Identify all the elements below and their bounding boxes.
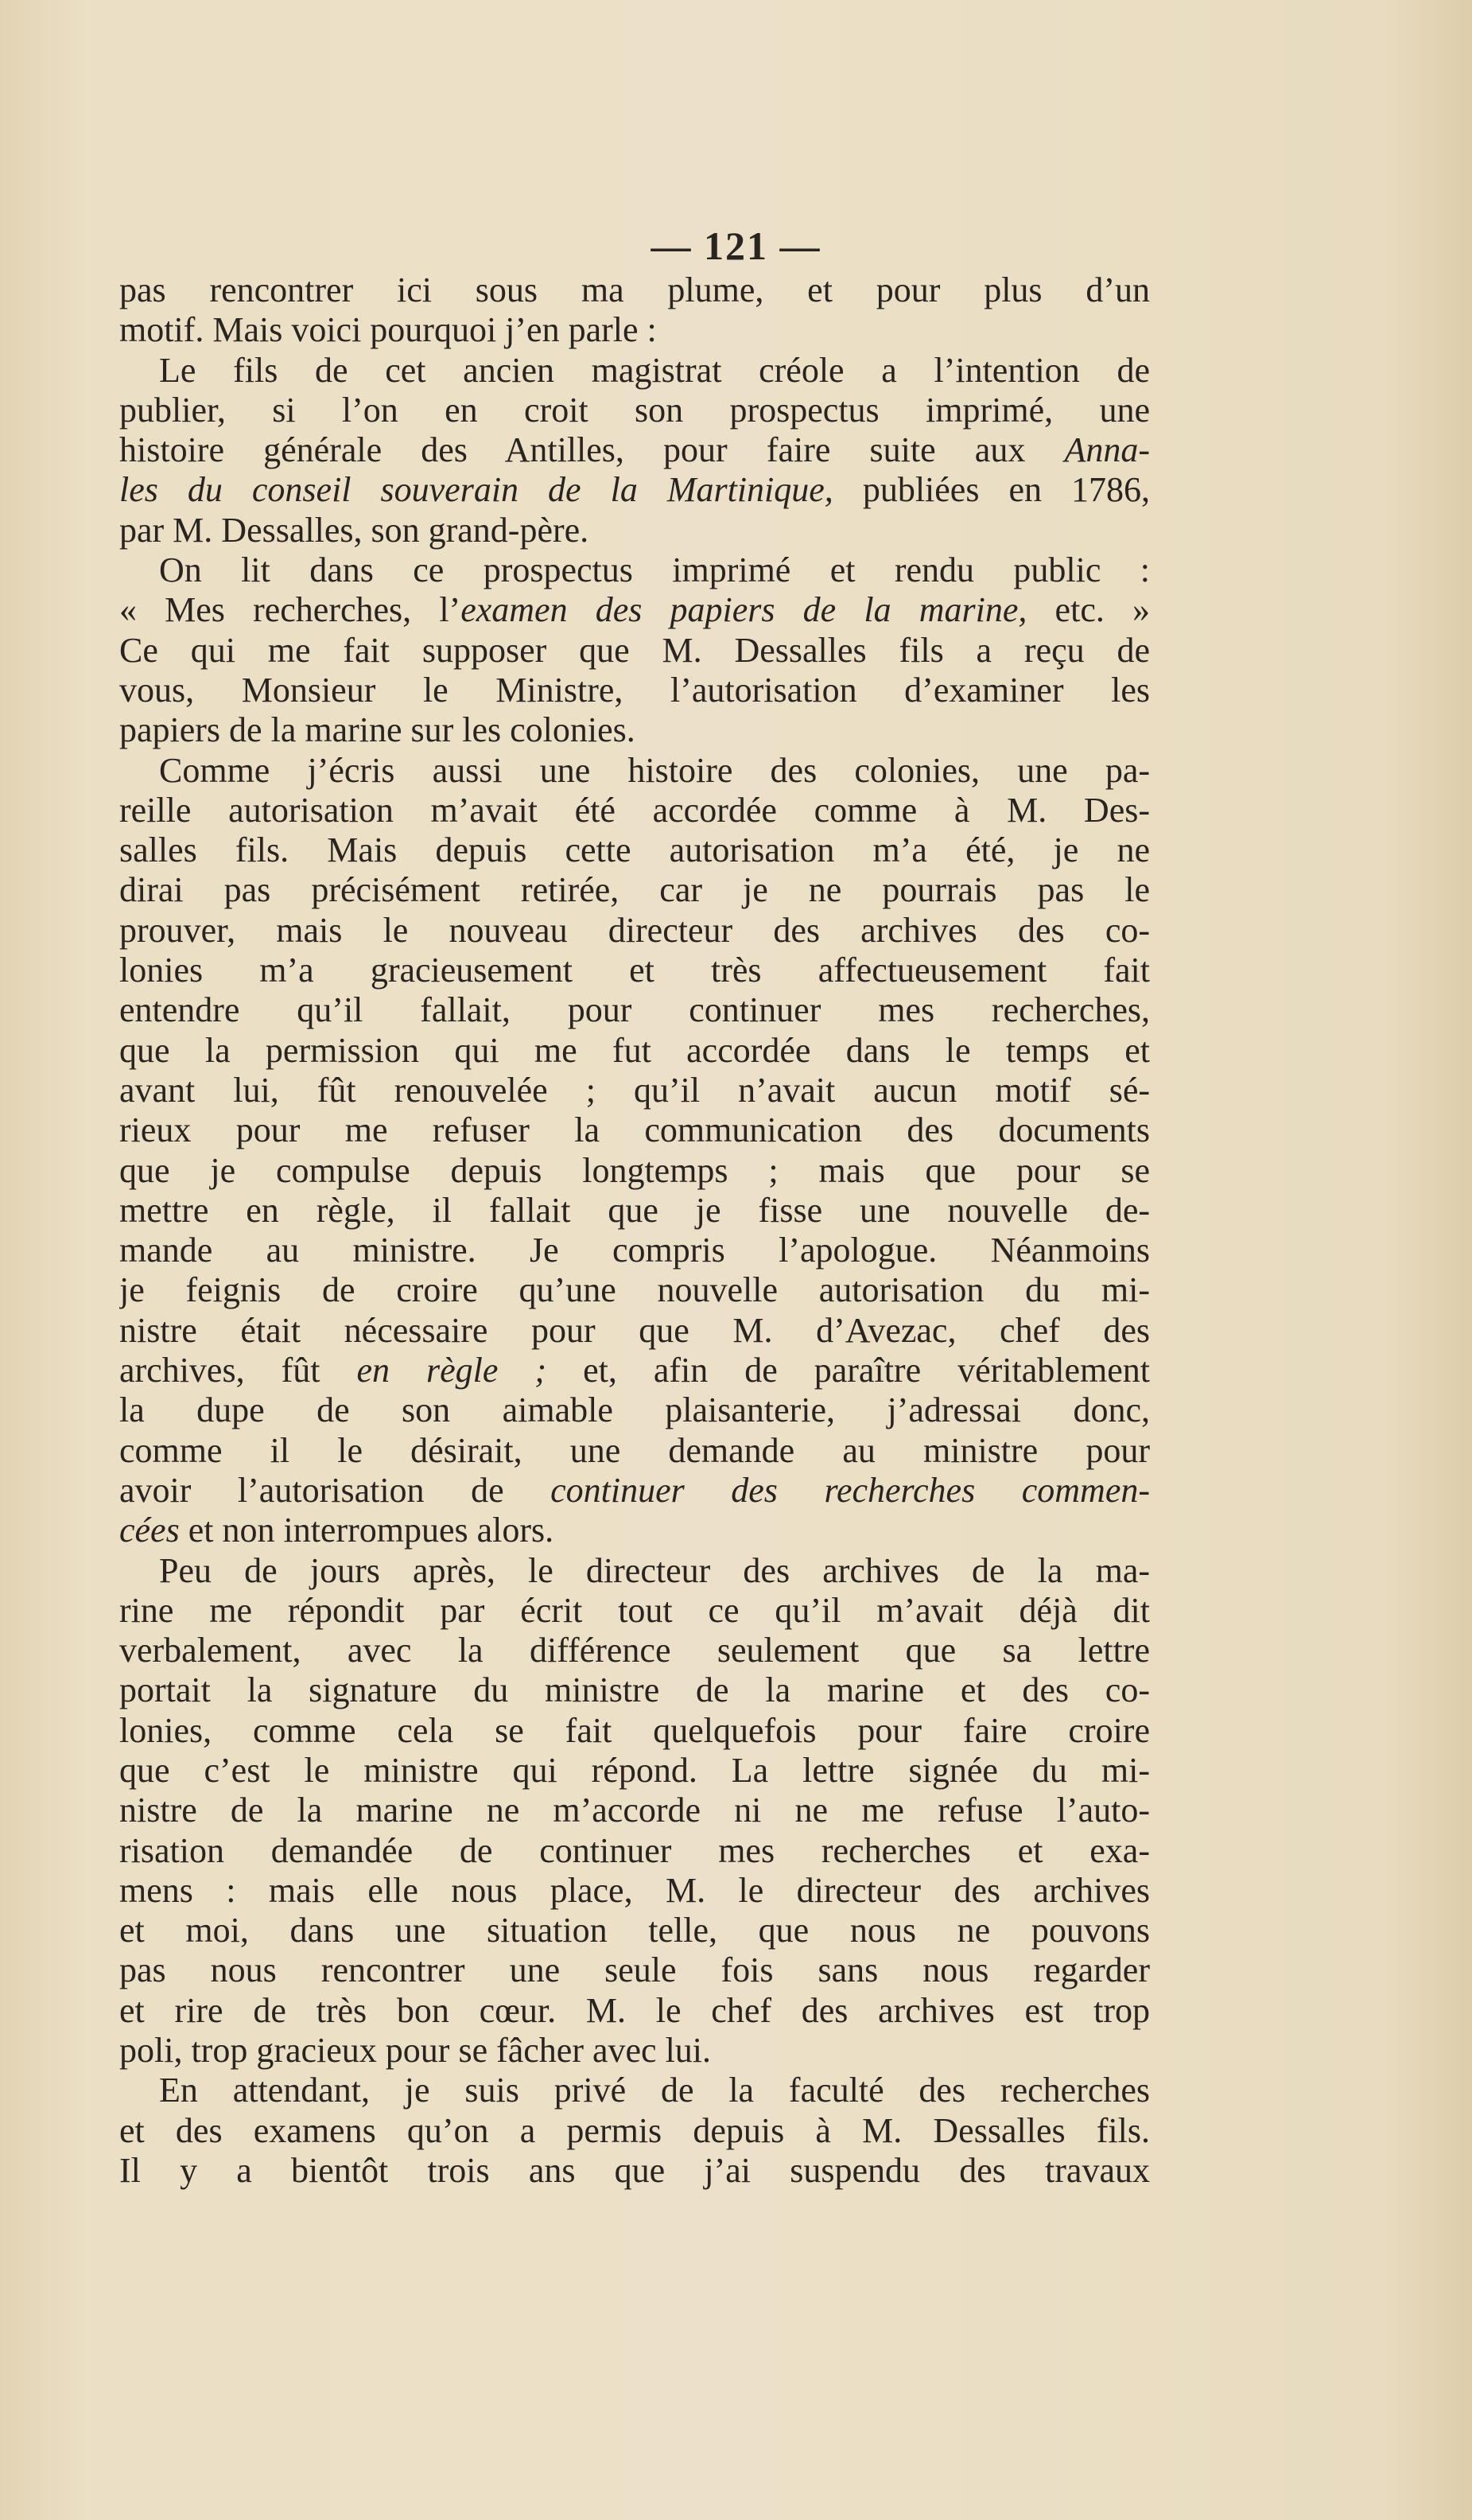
text-run: publier, si l’on en croit son prospectus imprimé, une <box>119 390 1150 430</box>
text-run: que c’est le ministre qui répond. La lettre signée du mi- <box>119 1750 1150 1790</box>
text-run: Il y a bientôt trois ans que j’ai suspendu des travaux <box>119 2150 1150 2190</box>
text-run: pas nous rencontrer une seule fois sans nous regarder <box>119 1950 1150 1990</box>
text-line <box>119 1551 1150 1591</box>
italic-text: examen des papiers de la marine, <box>460 590 1027 630</box>
text-run: rieux pour me refuser la communication des documents <box>119 1110 1150 1150</box>
text-line <box>119 751 1150 791</box>
text-line <box>119 270 1150 310</box>
text-run: que la permission qui me fut accordée dans le temps et <box>119 1030 1150 1070</box>
text-line <box>119 1511 1150 1550</box>
text-run: Comme j’écris aussi une histoire des colonies, une pa- <box>159 750 1150 790</box>
text-run: Ce qui me fait supposer que M. Dessalles fils a reçu de <box>119 630 1150 670</box>
text-run: avant lui, fût renouvelée ; qu’il n’avait aucun motif sé- <box>119 1070 1150 1110</box>
text-line <box>119 951 1150 990</box>
text-line <box>119 2031 1150 2071</box>
text-run: et, afin de paraître véritablement <box>546 1351 1150 1390</box>
body-text <box>119 270 1150 2191</box>
text-run: histoire générale des Antilles, pour faire suite aux <box>119 430 1065 470</box>
text-run: Peu de jours après, le directeur des archives de la ma- <box>159 1550 1150 1590</box>
text-line <box>119 1591 1150 1631</box>
text-line <box>119 351 1150 391</box>
text-run: vous, Monsieur le Ministre, l’autorisation d’examiner les <box>119 670 1150 710</box>
text-run: Le fils de cet ancien magistrat créole a l’intention de <box>159 350 1150 390</box>
text-line <box>119 1351 1150 1390</box>
text-line <box>119 430 1150 470</box>
text-run: reille autorisation m’avait été accordée comme à M. Des- <box>119 790 1150 830</box>
text-line <box>119 1191 1150 1231</box>
text-line <box>119 1711 1150 1751</box>
text-line <box>119 2151 1150 2191</box>
text-line <box>119 310 1150 350</box>
text-run: portait la signature du ministre de la marine et des co- <box>119 1670 1150 1710</box>
text-line <box>119 391 1150 430</box>
text-line <box>119 2071 1150 2110</box>
italic-text: cées <box>119 1511 180 1550</box>
text-line <box>119 911 1150 951</box>
text-line <box>119 1031 1150 1071</box>
text-line <box>119 1431 1150 1471</box>
text-run: salles fils. Mais depuis cette autorisation m’a été, je ne <box>119 830 1150 870</box>
text-line <box>119 511 1150 550</box>
text-line <box>119 710 1150 750</box>
text-run: motif. Mais voici pourquoi j’en parle : <box>119 310 657 350</box>
text-run: dirai pas précisément retirée, car je ne pourrais pas le <box>119 870 1150 910</box>
text-run: prouver, mais le nouveau directeur des archives des co- <box>119 910 1150 950</box>
text-run: et non interrompues alors. <box>179 1511 554 1550</box>
text-line <box>119 1151 1150 1191</box>
text-run: la dupe de son aimable plaisanterie, j’adressai donc, <box>119 1390 1150 1430</box>
text-line <box>119 2111 1150 2151</box>
text-run: nistre de la marine ne m’accorde ni ne me refuse l’auto- <box>119 1791 1150 1830</box>
text-line <box>119 1871 1150 1911</box>
italic-text: continuer des recherches commen- <box>550 1470 1150 1510</box>
text-line <box>119 1831 1150 1871</box>
text-line <box>119 550 1150 590</box>
text-run: etc. » <box>1027 590 1150 630</box>
text-run: par M. Dessalles, son grand-père. <box>119 510 589 550</box>
text-line <box>119 631 1150 671</box>
text-run: mens : mais elle nous place, M. le directeur des archives <box>119 1870 1150 1910</box>
text-line <box>119 1911 1150 1950</box>
text-line <box>119 1071 1150 1110</box>
text-line <box>119 590 1150 630</box>
text-line <box>119 1390 1150 1430</box>
page-number: — 121 — <box>651 224 821 268</box>
text-run: et moi, dans une situation telle, que nous ne pouvons <box>119 1911 1150 1950</box>
text-run: et des examens qu’on a permis depuis à M. Dessalles fils. <box>119 2110 1150 2150</box>
text-line <box>119 1950 1150 1990</box>
text-run: nistre était nécessaire pour que M. d’Avezac, chef des <box>119 1310 1150 1350</box>
text-run: que je compulse depuis longtemps ; mais que pour se <box>119 1150 1150 1190</box>
text-run: papiers de la marine sur les colonies. <box>119 710 635 750</box>
text-line <box>119 470 1150 510</box>
italic-text: les du conseil souverain de la Martinique, <box>119 470 833 510</box>
text-line <box>119 1631 1150 1670</box>
text-run: et rire de très bon cœur. M. le chef des archives est trop <box>119 1990 1150 2030</box>
text-run: risation demandée de continuer mes recherches et exa- <box>119 1830 1150 1870</box>
text-line <box>119 1110 1150 1150</box>
text-line <box>119 830 1150 870</box>
text-run: avoir l’autorisation de <box>119 1470 551 1510</box>
text-line <box>119 1311 1150 1351</box>
text-line <box>119 791 1150 830</box>
text-run: En attendant, je suis privé de la faculté des recherches <box>159 2071 1150 2110</box>
text-line <box>119 671 1150 710</box>
text-run: pas rencontrer ici sous ma plume, et pour plus d’un <box>119 270 1150 309</box>
text-line <box>119 1231 1150 1270</box>
italic-text: Anna- <box>1064 430 1150 470</box>
text-run: lonies m’a gracieusement et très affectueusement fait <box>119 951 1150 990</box>
text-run: poli, trop gracieux pour se fâcher avec lui. <box>119 2031 712 2071</box>
text-line <box>119 990 1150 1030</box>
text-line <box>119 870 1150 910</box>
text-run: mande au ministre. Je compris l’apologue. Néanmoins <box>119 1231 1150 1270</box>
text-run: mettre en règle, il fallait que je fisse une nouvelle de- <box>119 1190 1150 1230</box>
text-line <box>119 1751 1150 1791</box>
text-run: On lit dans ce prospectus imprimé et rendu public : <box>159 550 1150 590</box>
text-line <box>119 1991 1150 2031</box>
text-line <box>119 1471 1150 1511</box>
text-run: comme il le désirait, une demande au ministre pour <box>119 1430 1150 1470</box>
text-run: archives, fût <box>119 1351 357 1390</box>
text-line <box>119 1670 1150 1710</box>
italic-text: en règle ; <box>356 1351 547 1390</box>
text-line <box>119 1791 1150 1830</box>
text-run: rine me répondit par écrit tout ce qu’il m’avait déjà dit <box>119 1590 1150 1630</box>
text-run: entendre qu’il fallait, pour continuer mes recherches, <box>119 990 1150 1030</box>
text-run: lonies, comme cela se fait quelquefois pour faire croire <box>119 1710 1150 1750</box>
text-run: je feignis de croire qu’une nouvelle autorisation du mi- <box>119 1270 1150 1310</box>
text-run: verbalement, avec la différence seulement que sa lettre <box>119 1631 1150 1670</box>
text-run: « Mes recherches, l’ <box>119 590 461 630</box>
text-run: publiées en 1786, <box>833 470 1150 510</box>
text-line <box>119 1270 1150 1310</box>
